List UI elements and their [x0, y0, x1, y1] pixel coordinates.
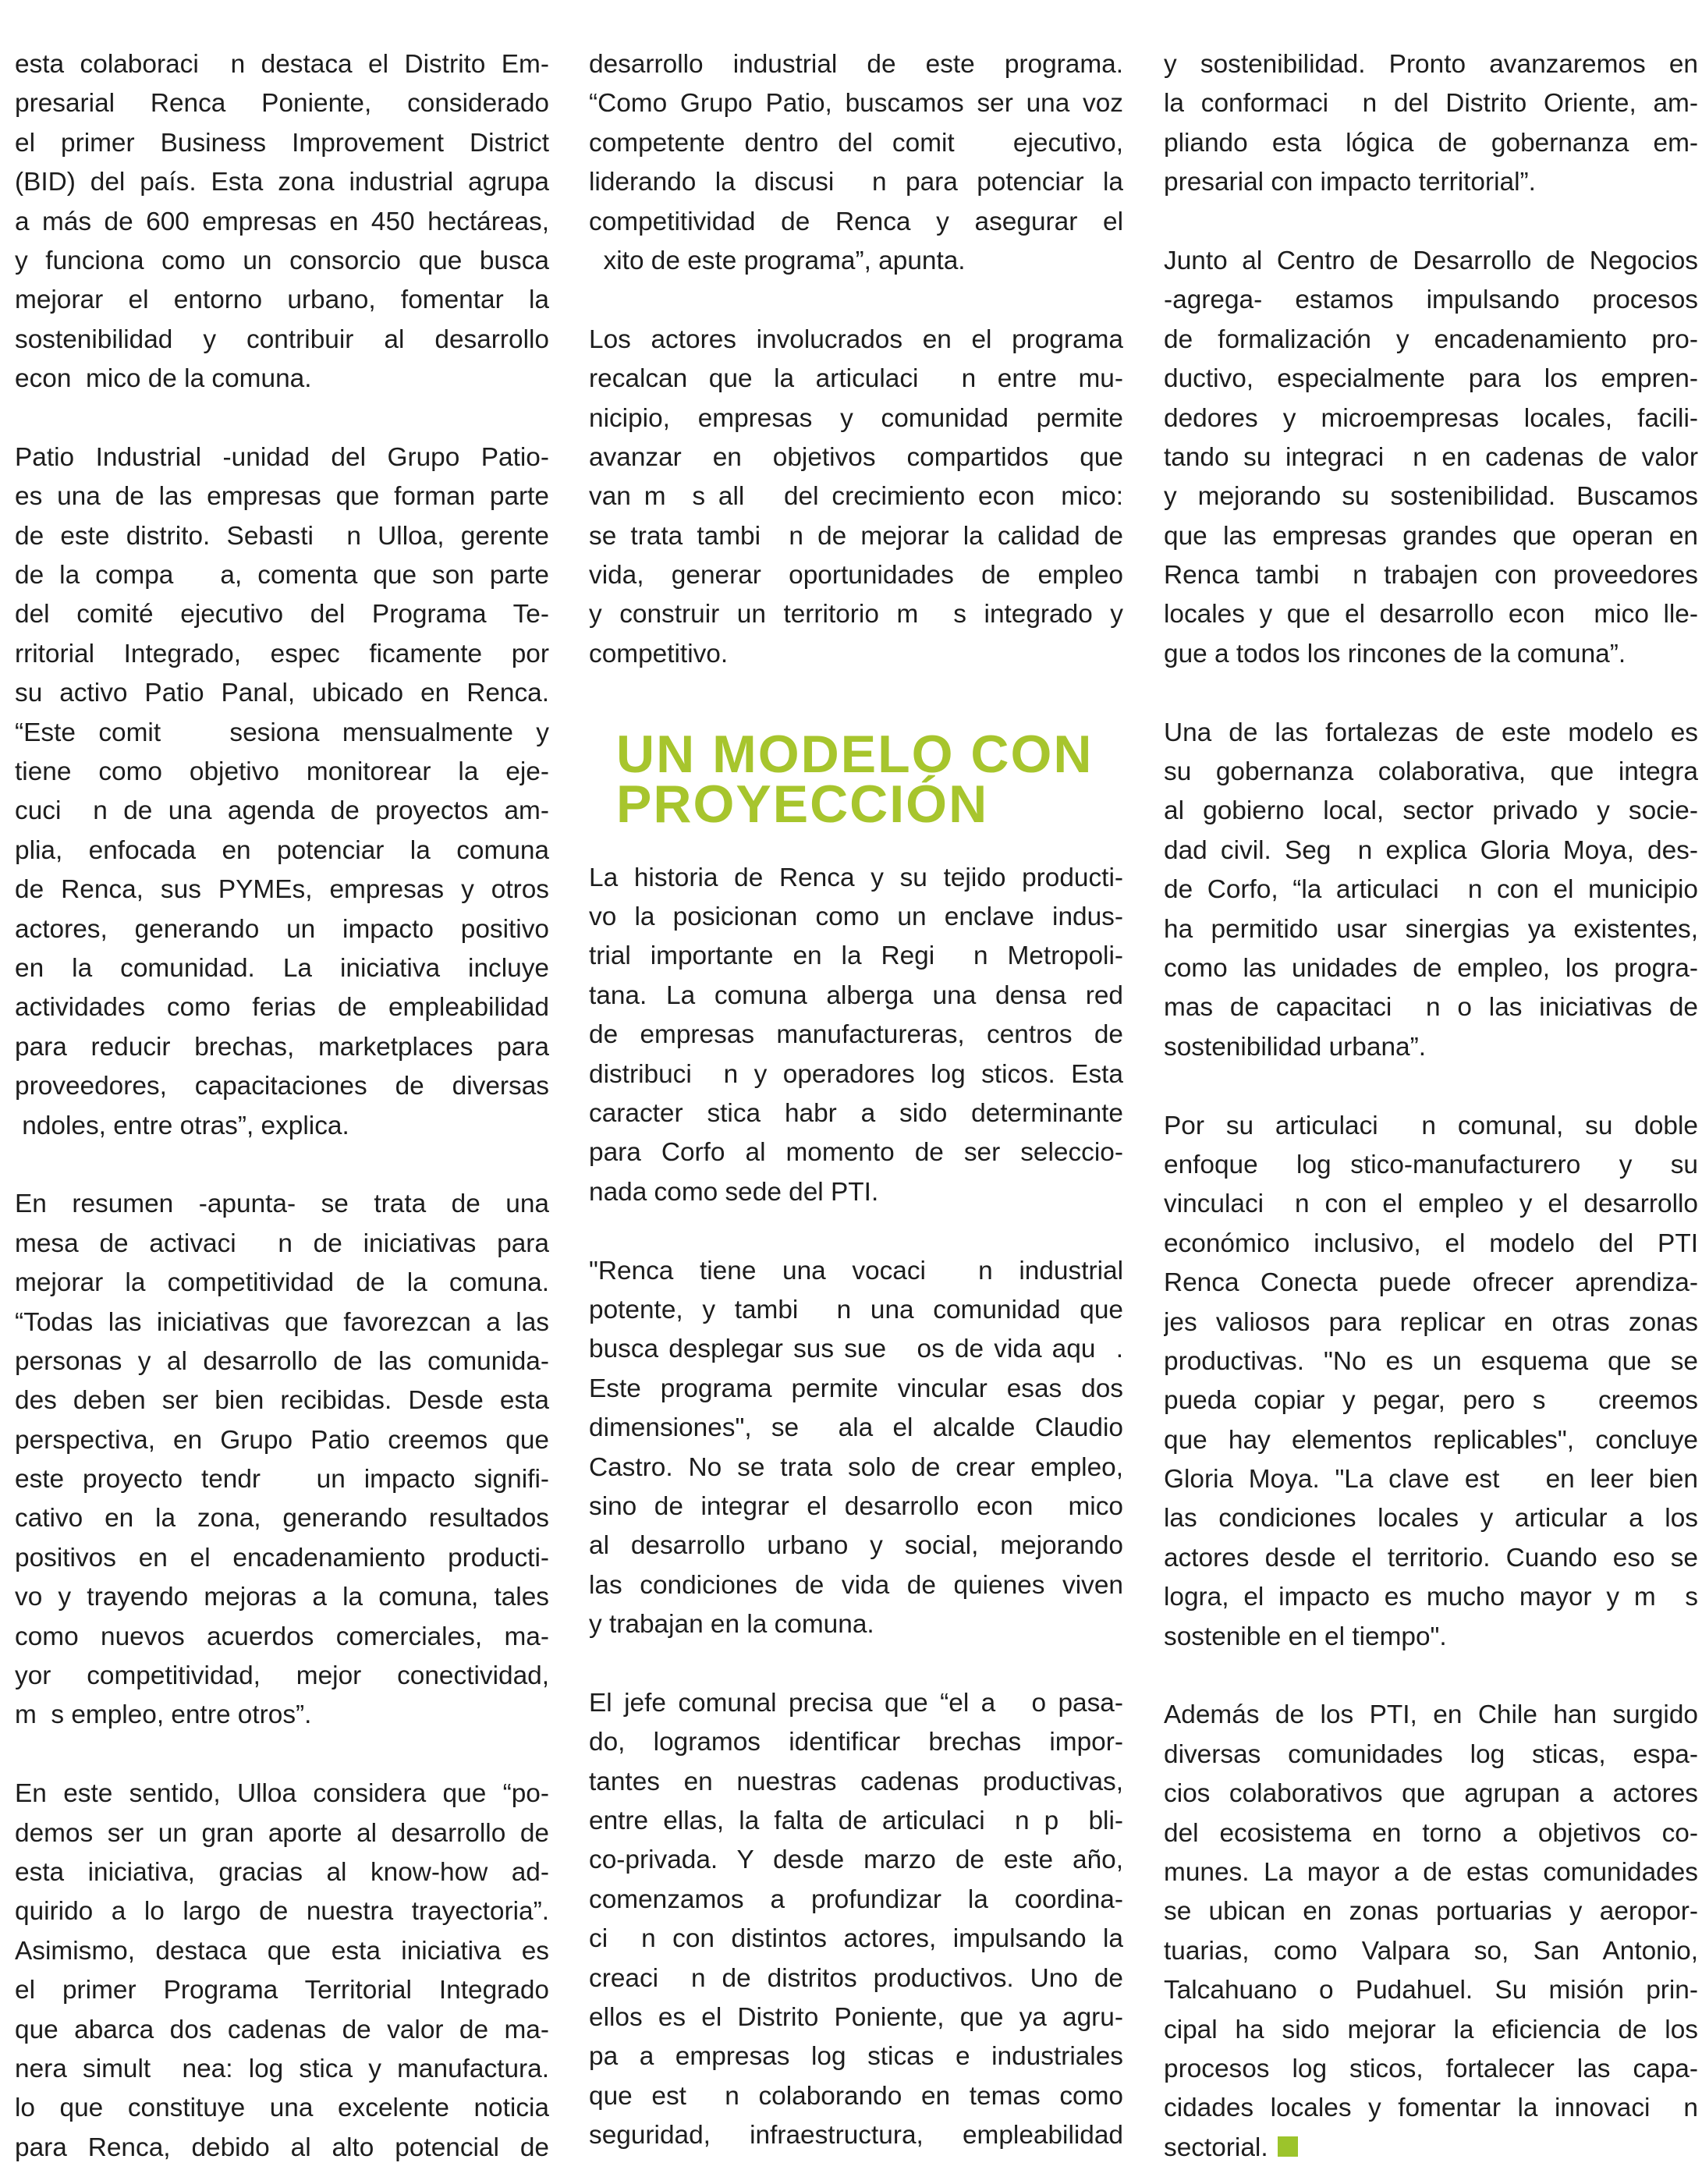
text-line: económico inclusivo, el modelo del PTI — [1164, 1228, 1698, 1258]
article-column-2 — [589, 45, 1123, 2156]
text-line: des deben ser bien recibidas. Desde esta — [15, 1386, 549, 1416]
text-line: como nuevos acuerdos comerciales, ma- — [15, 1622, 549, 1651]
text-line: jes valiosos para replicar en otras zonas — [1164, 1307, 1698, 1337]
paragraph-spacer — [1164, 1067, 1698, 1106]
text-line: para Corfo al momento de ser seleccio- — [589, 1138, 1123, 1168]
text-line: Este programa permite vincular esas dos — [589, 1374, 1123, 1403]
text-line: presarial Renca Poniente, considerado — [15, 89, 549, 119]
paragraph — [589, 1252, 1123, 1645]
end-of-article-square-icon — [1278, 2136, 1298, 2157]
text-line: ellos es el Distrito Poniente, que ya agru- — [589, 2002, 1123, 2032]
text-line: vo y trayendo mejoras a la comuna, tales — [15, 1583, 549, 1612]
text-line: cidades locales y fomentar la innovaci n — [1164, 2094, 1698, 2123]
text-line: Gloria Moya. "La clave est en leer bien — [1164, 1465, 1698, 1494]
paragraph-spacer — [15, 1146, 549, 1185]
text-line: mejorar el entorno urbano, fomentar la — [15, 285, 549, 315]
text-line: actores desde el territorio. Cuando eso se — [1164, 1543, 1698, 1572]
paragraph — [589, 45, 1123, 281]
text-line: tando su integraci n en cadenas de valor — [1164, 442, 1698, 472]
text-line: Además de los PTI, en Chile han surgido — [1164, 1700, 1698, 1730]
text-line: -agrega- estamos impulsando procesos — [1164, 285, 1698, 315]
text-line: munes. La mayor a de estas comunidades — [1164, 1857, 1698, 1887]
text-line: competente dentro del comit ejecutivo, — [589, 128, 1123, 158]
text-line: “Como Grupo Patio, buscamos ser una voz — [589, 89, 1123, 119]
text-line: como las unidades de empleo, los progra- — [1164, 953, 1698, 983]
paragraph — [589, 1684, 1123, 2156]
text-line: dimensiones", se ala el alcalde Claudio — [589, 1413, 1123, 1443]
text-line: trial importante en la Regi n Metropoli- — [589, 941, 1123, 971]
text-line: Castro. No se trata solo de crear empleo, — [589, 1452, 1123, 1482]
text-line: positivos en el encadenamiento producti- — [15, 1543, 549, 1572]
text-line: van m s all del crecimiento econ mico: — [589, 482, 1123, 512]
text-line: entre ellas, la falta de articulaci n p bli- — [589, 1806, 1123, 1836]
paragraph — [15, 438, 549, 1146]
text-line: mejorar la competitividad de la comuna. — [15, 1268, 549, 1298]
text-line: personas y al desarrollo de las comunida- — [15, 1346, 549, 1376]
text-line: nada como sede del PTI. — [589, 1177, 879, 1207]
text-line: para reducir brechas, marketplaces para — [15, 1032, 549, 1062]
text-line: es una de las empresas que forman parte — [15, 482, 549, 512]
paragraph-spacer — [15, 1736, 549, 1774]
text-line: actores, generando un impacto positivo — [15, 914, 549, 944]
text-line: se trata tambi n de mejorar la calidad de — [589, 521, 1123, 551]
section-heading-line: PROYECCIÓN — [616, 774, 989, 834]
text-line: xito de este programa”, apunta. — [589, 246, 966, 275]
section-heading — [589, 724, 1123, 834]
paragraph-spacer — [589, 281, 1123, 320]
text-line: en la comunidad. La iniciativa incluye — [15, 953, 549, 983]
text-line: que est n colaborando en temas como — [589, 2081, 1123, 2111]
text-line: competitivo. — [589, 639, 729, 668]
text-line: el primer Business Improvement District — [15, 128, 549, 158]
text-line: plia, enfocada en potenciar la comuna — [15, 835, 549, 865]
paragraph — [15, 1185, 549, 1735]
text-line: La historia de Renca y su tejido producti- — [589, 863, 1123, 892]
paragraph — [1164, 714, 1698, 1068]
text-line: sostenible en el tiempo". — [1164, 1622, 1447, 1651]
text-line: de empresas manufactureras, centros de — [589, 1020, 1123, 1050]
text-line: avanzar en objetivos compartidos que — [589, 442, 1123, 472]
paragraph-spacer — [589, 1212, 1123, 1251]
text-line: ductivo, especialmente para los empren- — [1164, 364, 1698, 394]
text-line: locales y que el desarrollo econ mico lle- — [1164, 600, 1698, 629]
text-line: Una de las fortalezas de este modelo es — [1164, 718, 1698, 747]
text-line: sino de integrar el desarrollo econ mico — [589, 1491, 1123, 1521]
text-line: de formalización y encadenamiento pro- — [1164, 324, 1698, 354]
paragraph-spacer — [15, 399, 549, 438]
text-line: tana. La comuna alberga una densa red — [589, 980, 1123, 1010]
text-line: pueda copiar y pegar, pero s creemos — [1164, 1386, 1698, 1416]
text-line: mas de capacitaci n o las iniciativas de — [1164, 993, 1698, 1023]
text-line: cuci n de una agenda de proyectos am- — [15, 796, 549, 826]
text-line: tiene como objetivo monitorear la eje- — [15, 757, 549, 787]
paragraph — [15, 45, 549, 399]
text-line: de la compa a, comenta que son parte — [15, 561, 549, 590]
paragraph — [1164, 45, 1698, 203]
text-line: y construir un territorio m s integrado y — [589, 600, 1123, 629]
text-line: y funciona como un consorcio que busca — [15, 246, 549, 275]
text-line: do, logramos identificar brechas impor- — [589, 1728, 1123, 1757]
paragraph — [15, 1774, 549, 2168]
text-line: proveedores, capacitaciones de diversas — [15, 1072, 549, 1101]
text-line: actividades como ferias de empleabilidad — [15, 993, 549, 1023]
text-line: liderando la discusi n para potenciar la — [589, 168, 1123, 197]
text-line: "Renca tiene una vocaci n industrial — [589, 1256, 1123, 1285]
text-line: enfoque log stico-manufacturero y su — [1164, 1150, 1698, 1179]
text-line: ha permitido usar sinergias ya existentes, — [1164, 914, 1698, 944]
text-line: diversas comunidades log sticas, espa- — [1164, 1739, 1698, 1769]
text-line: m s empleo, entre otros”. — [15, 1700, 312, 1730]
text-line: Renca tambi n trabajen con proveedores — [1164, 561, 1698, 590]
text-line: que las empresas grandes que operan en — [1164, 521, 1698, 551]
text-line: comenzamos a profundizar la coordina- — [589, 1884, 1123, 1914]
paragraph-spacer — [589, 1644, 1123, 1683]
text-line: mesa de activaci n de iniciativas para — [15, 1228, 549, 1258]
text-line: Por su articulaci n comunal, su doble — [1164, 1111, 1698, 1140]
text-line: presarial con impacto territorial”. — [1164, 168, 1536, 197]
text-line: “Este comit sesiona mensualmente y — [15, 718, 549, 747]
text-line: para Renca, debido al alto potencial de — [15, 2133, 549, 2162]
paragraph-spacer — [1164, 1657, 1698, 1696]
text-line: perspectiva, en Grupo Patio creemos que — [15, 1425, 549, 1455]
text-line: econ mico de la comuna. — [15, 364, 312, 394]
text-line: nera simult nea: log stica y manufactura. — [15, 2054, 549, 2083]
text-line: esta colaboraci n destaca el Distrito Em- — [15, 50, 549, 79]
text-line: que hay elementos replicables", concluye — [1164, 1425, 1698, 1455]
section-heading-line: UN MODELO CON — [616, 724, 1094, 784]
text-line: y mejorando su sostenibilidad. Buscamos — [1164, 482, 1698, 512]
text-line: a más de 600 empresas en 450 hectáreas, — [15, 207, 549, 236]
paragraph-spacer — [1164, 203, 1698, 242]
text-line: sectorial. — [1164, 2129, 1698, 2168]
text-line: distribuci n y operadores log sticos. Esta — [589, 1059, 1123, 1089]
text-line: su activo Patio Panal, ubicado en Renca. — [15, 679, 549, 708]
text-line: pliando esta lógica de gobernanza em- — [1164, 128, 1698, 158]
text-line: este proyecto tendr un impacto signifi- — [15, 1465, 549, 1494]
text-line: su gobernanza colaborativa, que integra — [1164, 757, 1698, 787]
text-line: El jefe comunal precisa que “el a o pasa- — [589, 1688, 1123, 1718]
text-line: lo que constituye una excelente noticia — [15, 2094, 549, 2123]
text-line: y sostenibilidad. Pronto avanzaremos en — [1164, 50, 1698, 79]
text-line: de este distrito. Sebasti n Ulloa, gerente — [15, 521, 549, 551]
article-column-1 — [15, 45, 549, 2168]
text-line: del comité ejecutivo del Programa Te- — [15, 600, 549, 629]
text-line: al gobierno local, sector privado y socie- — [1164, 796, 1698, 826]
paragraph-spacer — [1164, 674, 1698, 713]
text-line: potente, y tambi n una comunidad que — [589, 1295, 1123, 1324]
text-line: Los actores involucrados en el programa — [589, 324, 1123, 354]
paragraph — [589, 321, 1123, 675]
text-line: se ubican en zonas portuarias y aeropor- — [1164, 1897, 1698, 1927]
text-line: yor competitividad, mejor conectividad, — [15, 1661, 549, 1691]
text-line: tuarias, como Valpara so, San Antonio, — [1164, 1936, 1698, 1966]
text-line: productivas. "No es un esquema que se — [1164, 1346, 1698, 1376]
paragraph — [589, 859, 1123, 1213]
paragraph — [1164, 1107, 1698, 1657]
text-line: busca desplegar sus sue os de vida aqu . — [589, 1335, 1123, 1364]
text-line: cativo en la zona, generando resultados — [15, 1504, 549, 1533]
text-line: nicipio, empresas y comunidad permite — [589, 403, 1123, 433]
text-line: ndoles, entre otras”, explica. — [15, 1111, 349, 1140]
text-line: el primer Programa Territorial Integrado — [15, 1976, 549, 2005]
text-line: gue a todos los rincones de la comuna”. — [1164, 639, 1626, 668]
text-line: esta iniciativa, gracias al know-how ad- — [15, 1857, 549, 1887]
text-line: competitividad de Renca y asegurar el — [589, 207, 1123, 236]
text-line: recalcan que la articulaci n entre mu- — [589, 364, 1123, 394]
text-line: Renca Conecta puede ofrecer aprendiza- — [1164, 1268, 1698, 1298]
text-line: dedores y microempresas locales, facili- — [1164, 403, 1698, 433]
text-line: cios colaborativos que agrupan a actores — [1164, 1779, 1698, 1809]
text-line: cipal ha sido mejorar la eficiencia de los — [1164, 2015, 1698, 2044]
text-line: que abarca dos cadenas de valor de ma- — [15, 2015, 549, 2044]
text-line: “Todas las iniciativas que favorezcan a las — [15, 1307, 549, 1337]
text-line: pa a empresas log sticas e industriales — [589, 2042, 1123, 2072]
text-line: (BID) del país. Esta zona industrial agrupa — [15, 168, 549, 197]
text-line: caracter stica habr a sido determinante — [589, 1098, 1123, 1128]
text-line: co-privada. Y desde marzo de este año, — [589, 1845, 1123, 1875]
text-line: del ecosistema en torno a objetivos co- — [1164, 1818, 1698, 1848]
text-line: En resumen -apunta- se trata de una — [15, 1190, 549, 1219]
paragraph — [1164, 242, 1698, 674]
text-line: dad civil. Seg n explica Gloria Moya, des- — [1164, 835, 1698, 865]
text-line: quirido a lo largo de nuestra trayectoria”. — [15, 1897, 549, 1927]
text-line: logra, el impacto es mucho mayor y m s — [1164, 1583, 1698, 1612]
text-line: Junto al Centro de Desarrollo de Negocios — [1164, 246, 1698, 275]
text-line: procesos log sticos, fortalecer las capa- — [1164, 2054, 1698, 2083]
article-column-3 — [1164, 45, 1698, 2168]
text-line: las condiciones de vida de quienes viven — [589, 1570, 1123, 1600]
text-line: sostenibilidad urbana”. — [1164, 1032, 1426, 1062]
paragraph-spacer — [589, 674, 1123, 713]
text-line: seguridad, infraestructura, empleabilidad — [589, 2121, 1123, 2150]
text-line: de Corfo, “la articulaci n con el municipio — [1164, 875, 1698, 905]
text-line: vida, generar oportunidades de empleo — [589, 561, 1123, 590]
text-line: las condiciones locales y articular a los — [1164, 1504, 1698, 1533]
text-line: y trabajan en la comuna. — [589, 1610, 874, 1640]
text-line: al desarrollo urbano y social, mejorando — [589, 1531, 1123, 1561]
text-line: vo la posicionan como un enclave indus- — [589, 902, 1123, 932]
text-line: rritorial Integrado, espec ficamente por — [15, 639, 549, 668]
text-line: vinculaci n con el empleo y el desarrollo — [1164, 1190, 1698, 1219]
text-line: desarrollo industrial de este programa. — [589, 50, 1123, 79]
text-line: creaci n de distritos productivos. Uno de — [589, 1963, 1123, 1993]
text-line: demos ser un gran aporte al desarrollo de — [15, 1818, 549, 1848]
text-line: Patio Industrial -unidad del Grupo Patio- — [15, 442, 549, 472]
text-line: de Renca, sus PYMEs, empresas y otros — [15, 875, 549, 905]
text-line: Talcahuano o Pudahuel. Su misión prin- — [1164, 1976, 1698, 2005]
text-line: En este sentido, Ulloa considera que “po- — [15, 1779, 549, 1809]
paragraph — [1164, 1696, 1698, 2168]
text-line: ci n con distintos actores, impulsando la — [589, 1924, 1123, 1954]
text-line: tantes en nuestras cadenas productivas, — [589, 1767, 1123, 1796]
text-line: Asimismo, destaca que esta iniciativa es — [15, 1936, 549, 1966]
text-line: sostenibilidad y contribuir al desarrollo — [15, 324, 549, 354]
text-line: la conformaci n del Distrito Oriente, am- — [1164, 89, 1698, 119]
